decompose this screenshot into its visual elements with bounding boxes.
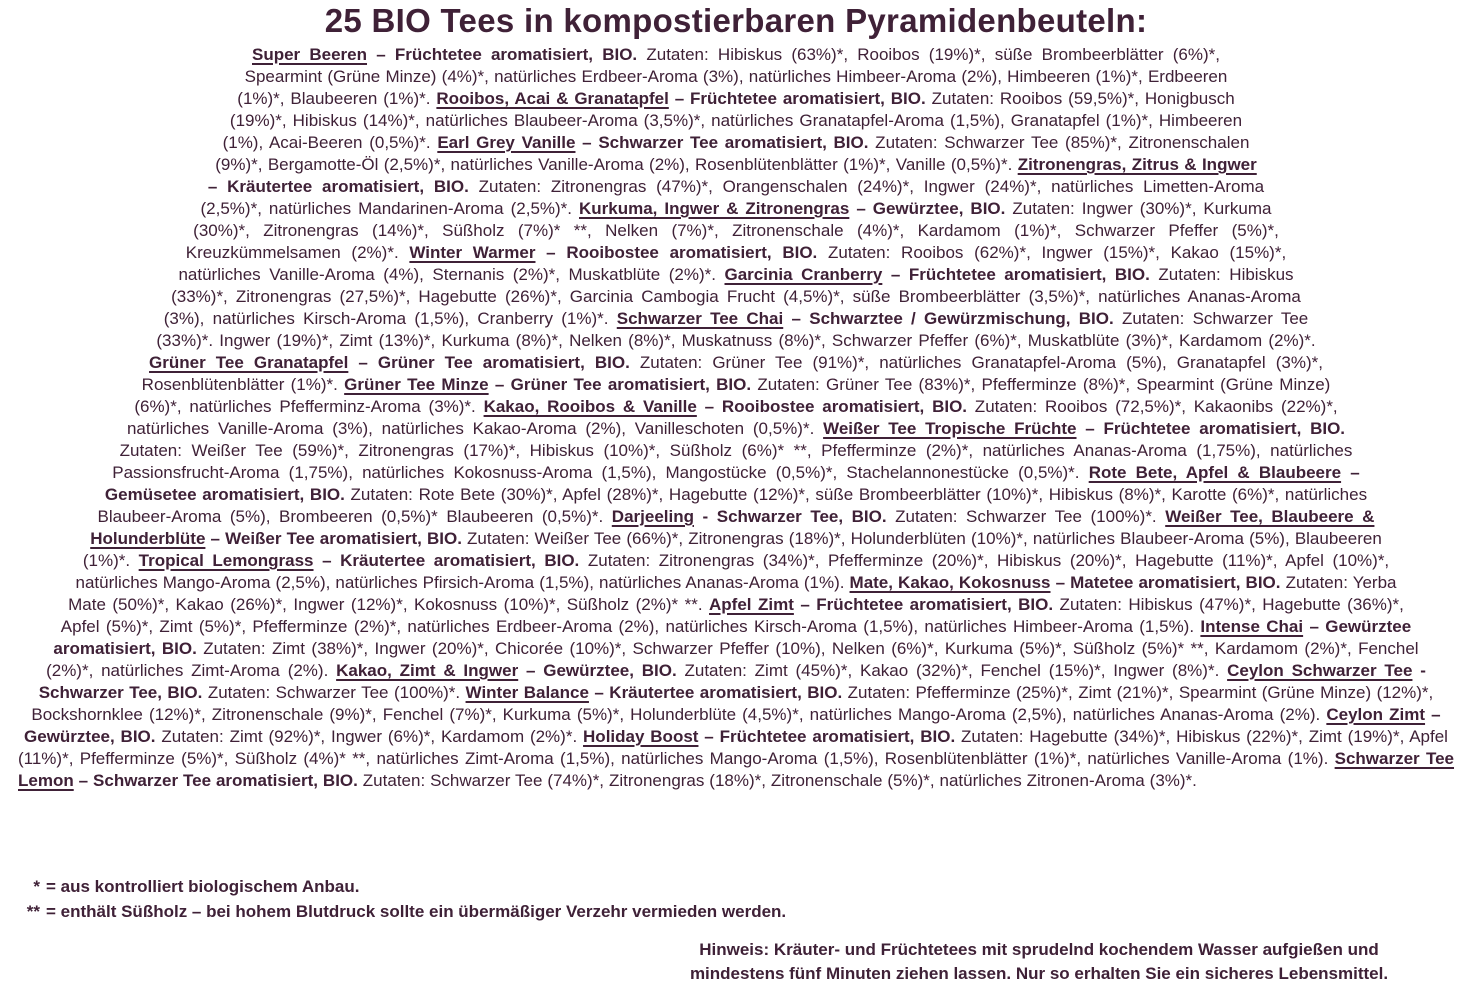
tea-type: - Schwarzer Tee, BIO.	[694, 507, 887, 526]
tea-name: Weißer Tee, Blaubeere & Holunderblüte	[90, 507, 1375, 548]
tea-ingredients: Zutaten: Yerba Mate (50%)*, Kakao (26%)*, Ingwer (12%)*, Kokosnuss (10%)*, Süßholz (2%)* **.	[68, 573, 1397, 614]
tea-name: Kakao, Zimt & Ingwer	[336, 661, 519, 680]
tea-type: – Grüner Tee aromatisiert, BIO.	[488, 375, 752, 394]
tea-ingredients: Zutaten: Zitronengras (47%)*, Orangenschalen (24%)*, Ingwer (24%)*, natürliches Limetten-Aroma (2,5%)*, natürliches Mandarinen-Aroma (2,5%)*.	[200, 177, 1265, 218]
tea-name: Earl Grey Vanille	[437, 133, 576, 152]
pyramid-text-block	[0, 44, 1472, 792]
tea-name: Schwarzer Tee Lemon	[18, 749, 1455, 790]
tea-type: – Früchtetee aromatisiert, BIO.	[793, 595, 1054, 614]
tea-type: – Weißer Tee aromatisiert, BIO.	[205, 529, 462, 548]
tea-ingredients: Zutaten: Hibiskus (33%)*, Zitronengras (27,5%)*, Hagebutte (26%)*, Garcinia Cambogia Frucht (4,5%)*, süße Brombeerblätter (3,5%)*, natürliches Ananas-Aroma (3%), natürliches Kirsch-Aroma (1,5%), Cranberry (1%)*.	[163, 265, 1301, 328]
footnote-marker: *	[33, 877, 40, 896]
tea-name: Kurkuma, Ingwer & Zitronengras	[579, 199, 850, 218]
tea-ingredients: Zutaten: Ingwer (30%)*, Kurkuma (30%)*, Zitronengras (14%)*, Süßholz (7%)* **, Nelken (7%)*, Zitronenschale (4%)*, Kardamom (1%)*, Schwarzer Pfeffer (5%)*, Kreuzkümmelsamen (2%)*.	[185, 199, 1279, 262]
tea-type: – Kräutertee aromatisiert, BIO.	[313, 551, 580, 570]
tea-ingredients: Zutaten: Zimt (45%)*, Kakao (32%)*, Fenchel (15%)*, Ingwer (8%)*.	[676, 661, 1228, 680]
tea-type: – Gemüsetee aromatisiert, BIO.	[104, 463, 1360, 504]
tea-type: – Früchtetee aromatisiert, BIO.	[1076, 419, 1346, 438]
tea-ingredients: Zutaten: Weißer Tee (59%)*, Zitronengras (17%)*, Hibiskus (10%)*, Süßholz (6%)* **, Pfefferminze (2%)*, natürliches Ananas-Aroma (1,75%), natürliches Passionsfrucht-Aroma (1,75%), natürliches Kokosnuss-Aroma (1,5%), Mangostücke (0,5%)*, Stachelannonestücke (0,5%)*.	[112, 441, 1353, 482]
tea-type: – Schwarzer Tee aromatisiert, BIO.	[575, 133, 869, 152]
tea-name: Mate, Kakao, Kokosnuss	[849, 573, 1051, 592]
tea-type: – Früchtetee aromatisiert, BIO.	[882, 265, 1150, 284]
tea-type: – Kräutertee aromatisiert, BIO.	[207, 177, 469, 196]
brewing-notice	[614, 938, 1464, 986]
tea-ingredients: Zutaten: Pfefferminze (25%)*, Zimt (21%)*, Spearmint (Grüne Minze) (12%)*, Bockshornklee (12%)*, Zitronenschale (9%)*, Fenchel (7%)*, Kurkuma (5%)*, Holunderblüte (4,5%)*, natürliches Mango-Aroma (2,5%), natürliches Ananas-Aroma (2%).	[31, 683, 1434, 724]
tea-name: Holiday Boost	[583, 727, 699, 746]
tea-name: Rooibos, Acai & Granatapfel	[436, 89, 669, 108]
tea-ingredients: Zutaten: Schwarzer Tee (85%)*, Zitronenschalen (9%)*, Bergamotte-Öl (2,5%)*, natürliches Vanille-Aroma (2%), Rosenblütenblätter (1%)*, Vanille (0,5%)*.	[215, 133, 1250, 174]
tea-name: Zitronengras, Zitrus & Ingwer	[1017, 155, 1257, 174]
tea-name: Garcinia Cranberry	[724, 265, 883, 284]
tea-ingredients: Zutaten: Rooibos (59,5%)*, Honigbusch (19%)*, Hibiskus (14%)*, natürliches Blaubeer-Aroma (3,5%)*, natürliches Granatapfel-Aroma (1,5%), Granatapfel (1%)*, Himbeeren (1%), Acai-Beeren (0,5%)*.	[222, 89, 1243, 152]
tea-name: Weißer Tee Tropische Früchte	[823, 419, 1077, 438]
tea-type: – Gewürztee, BIO.	[24, 705, 1441, 746]
tea-name: Rote Bete, Apfel & Blaubeere	[1088, 463, 1342, 482]
tea-name: Grüner Tee Minze	[344, 375, 489, 394]
tea-ingredients: Zutaten: Schwarzer Tee (100%)*.	[202, 683, 466, 702]
tea-ingredients: Zutaten: Rote Bete (30%)*, Apfel (28%)*, Hagebutte (12%)*, süße Brombeerblätter (10%)*, Hibiskus (8%)*, Karotte (6%)*, natürliches Blaubeer-Aroma (5%), Brombeeren (0,5%)* Blaubeeren (0,5%)*.	[97, 485, 1368, 526]
tea-type: – Gewürztee, BIO.	[518, 661, 677, 680]
tea-type: – Gewürztee, BIO.	[849, 199, 1006, 218]
tea-ingredients: Zutaten: Zimt (92%)*, Ingwer (6%)*, Kardamom (2%)*.	[155, 727, 584, 746]
tea-name: Tropical Lemongrass	[138, 551, 314, 570]
tea-name: Winter Balance	[465, 683, 589, 702]
tea-type: - Schwarzer Tee, BIO.	[38, 661, 1426, 702]
tea-name: Super Beeren	[252, 45, 368, 64]
tea-ingredients: Zutaten: Weißer Tee (66%)*, Zitronengras (18%)*, Holunderblüten (10%)*, natürliches Blaubeer-Aroma (5%), Blaubeeren (1%)*.	[82, 529, 1382, 570]
tea-text	[18, 45, 1454, 790]
tea-ingredients: Zutaten: Schwarzer Tee (100%)*.	[886, 507, 1166, 526]
tea-ingredients: Zutaten: Hibiskus (63%)*, Rooibos (19%)*, süße Brombeerblätter (6%)*, Spearmint (Grüne Minze) (4%)*, natürliches Erdbeer-Aroma (3%), natürliches Himbeer-Aroma (2%), Himbeeren (1%)*, Erdbeeren (1%)*, Blaubeeren (1%)*.	[237, 45, 1228, 108]
tea-name: Intense Chai	[1200, 617, 1304, 636]
footnote-text: = enthält Süßholz – bei hohem Blutdruck sollte ein übermäßiger Verzehr vermieden werden.	[46, 902, 787, 921]
tea-type: – Rooibostee aromatisiert, BIO.	[535, 243, 818, 262]
tea-type: – Früchtetee aromatisiert, BIO.	[367, 45, 638, 64]
tea-ingredients: Zutaten: Schwarzer Tee (74%)*, Zitronengras (18%)*, Zitronenschale (5%)*, natürliches Zitronen-Aroma (3%)*.	[357, 771, 1197, 790]
tea-name: Grüner Tee Granatapfel	[149, 353, 349, 372]
footnote-text: = aus kontrolliert biologischem Anbau.	[46, 877, 360, 896]
tea-type: – Kräutertee aromatisiert, BIO.	[588, 683, 843, 702]
tea-name: Winter Warmer	[409, 243, 536, 262]
tea-ingredients: Zutaten: Rooibos (62%)*, Ingwer (15%)*, Kakao (15%)*, natürliches Vanille-Aroma (4%), Sternanis (2%)*, Muskatblüte (2%)*.	[178, 243, 1287, 284]
brewing-notice-line: mindestens fünf Minuten ziehen lassen. Nur so erhalten Sie ein sicheres Lebensmittel.	[689, 964, 1389, 983]
tea-ingredients: Zutaten: Zitronengras (34%)*, Pfefferminze (20%)*, Hibiskus (20%)*, Hagebutte (11%)*, Apfel (10%)*, natürliches Mango-Aroma (2,5%), natürliches Pfirsich-Aroma (1,5%), natürliches Ananas-Aroma (1%).	[75, 551, 1390, 592]
tea-name: Apfel Zimt	[709, 595, 794, 614]
tea-ingredients: Zutaten: Grüner Tee (83%)*, Pfefferminze (8%)*, Spearmint (Grüne Minze) (6%)*, natürliches Pfefferminz-Aroma (3%)*.	[134, 375, 1331, 416]
tea-type: – Schwarzer Tee aromatisiert, BIO.	[73, 771, 358, 790]
brewing-notice-line: Hinweis: Kräuter- und Früchtetees mit sprudelnd kochendem Wasser aufgießen und	[699, 940, 1379, 959]
tea-name: Schwarzer Tee Chai	[616, 309, 784, 328]
tea-ingredients: Zutaten: Rooibos (72,5%)*, Kakaonibs (22%)*, natürliches Vanille-Aroma (3%), natürliches Kakao-Aroma (2%), Vanilleschoten (0,5%)*.	[126, 397, 1338, 438]
page-title: 25 BIO Tees in kompostierbaren Pyramidenbeuteln:	[324, 2, 1148, 39]
tea-name: Ceylon Schwarzer Tee	[1227, 661, 1413, 680]
tea-name: Ceylon Zimt	[1326, 705, 1426, 724]
tea-name: Darjeeling	[611, 507, 694, 526]
tea-type: – Grüner Tee aromatisiert, BIO.	[348, 353, 630, 372]
tea-ingredients: Zutaten: Zimt (38%)*, Ingwer (20%)*, Chicorée (10%)*, Schwarzer Pfeffer (10%), Nelken (6%)*, Kurkuma (5%)*, Süßholz (5%)* **, Kardamom (2%)*, Fenchel (2%)*, natürliches Zimt-Aroma (2%).	[46, 639, 1419, 680]
tea-type: – Schwarztee / Gewürzmischung, BIO.	[783, 309, 1114, 328]
tea-type: – Matetee aromatisiert, BIO.	[1050, 573, 1281, 592]
tea-type: – Früchtetee aromatisiert, BIO.	[698, 727, 956, 746]
footnotes	[8, 876, 786, 923]
tea-ingredients: Zutaten: Hibiskus (47%)*, Hagebutte (36%)*, Apfel (5%)*, Zimt (5%)*, Pfefferminze (2%)*, natürliches Erdbeer-Aroma (2%), natürliches Kirsch-Aroma (1,5%), natürliches Himbeer-Aroma (1,5%).	[60, 595, 1404, 636]
tea-ingredients: Zutaten: Hagebutte (34%)*, Hibiskus (22%)*, Zimt (19%)*, Apfel (11%)*, Pfefferminze (5%)*, Süßholz (4%)* **, natürliches Zimt-Aroma (1,5%), natürliches Mango-Aroma (1,5%), Rosenblütenblätter (1%)*, natürliches Vanille-Aroma (1%).	[18, 727, 1448, 768]
tea-type: – Rooibostee aromatisiert, BIO.	[696, 397, 968, 416]
tea-ingredients: Zutaten: Grüner Tee (91%)*, natürliches Granatapfel-Aroma (5%), Granatapfel (3%)*, Rosenblütenblätter (1%)*.	[141, 353, 1323, 394]
tea-type: – Früchtetee aromatisiert, BIO.	[668, 89, 926, 108]
tea-name: Kakao, Rooibos & Vanille	[483, 397, 697, 416]
tea-type: – Gewürztee aromatisiert, BIO.	[53, 617, 1412, 658]
footnote-marker: **	[26, 902, 40, 921]
tea-ingredients: Zutaten: Schwarzer Tee (33%)*. Ingwer (19%)*, Zimt (13%)*, Kurkuma (8%)*, Nelken (8%)*, Muskatnuss (8%)*, Schwarzer Pfeffer (6%)*, Muskatblüte (3%)*, Kardamom (2%)*.	[156, 309, 1316, 350]
